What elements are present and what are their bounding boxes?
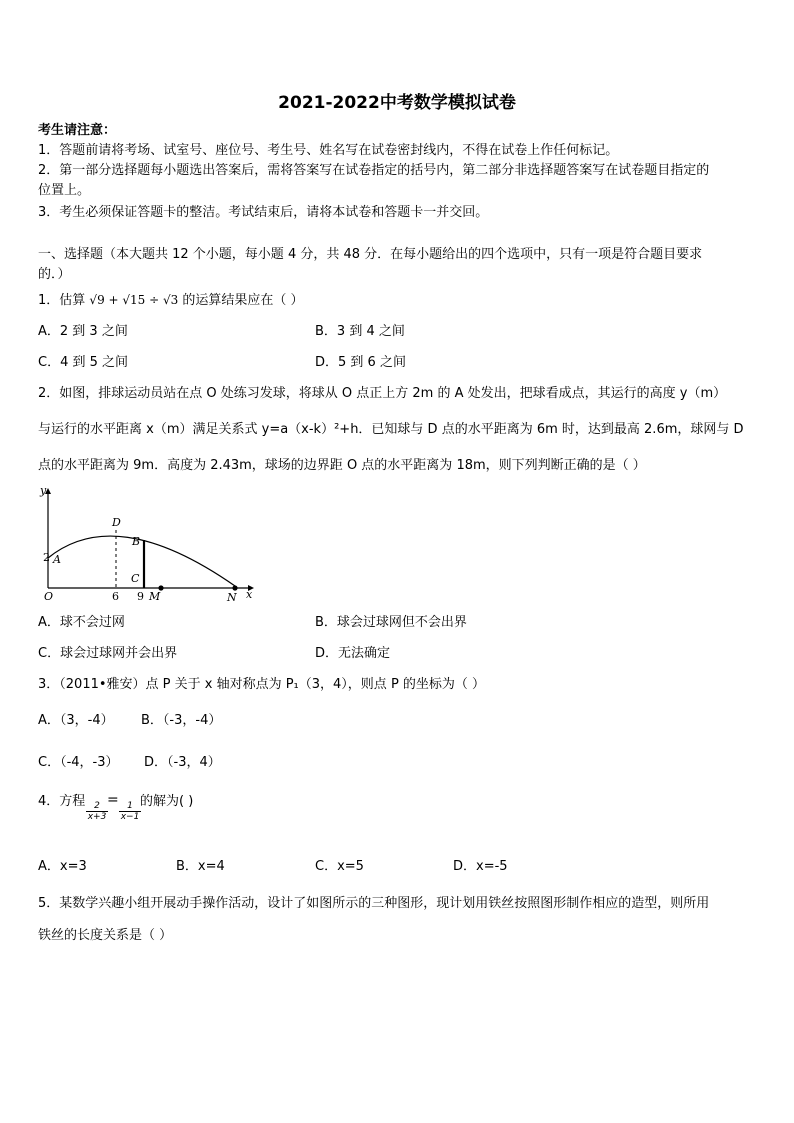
notice-heading: 考生请注意：	[38, 123, 117, 138]
q2-stem-line-1: 2．如图，排球运动员站在点 O 处练习发球，将球从 O 点正上方 2m 的 A 处发出，把球看成点，其运行的高度 y（m）	[38, 386, 727, 401]
trajectory-curve	[48, 536, 235, 586]
q1-option-b: B．3 到 4 之间	[315, 324, 405, 339]
q4-equals: =	[107, 792, 119, 808]
q4-option-b: B．x=4	[176, 859, 225, 874]
label-m: M	[149, 590, 161, 603]
label-a: A	[53, 553, 61, 566]
label-c: C	[131, 572, 140, 585]
label-o: O	[44, 590, 54, 603]
q1-option-a: A．2 到 3 之间	[38, 324, 128, 339]
q4-denominator-2: x−1	[120, 812, 140, 822]
q4-option-a: A．x=3	[38, 859, 87, 874]
q3-option-b: B．（-3，-4）	[141, 713, 222, 728]
q1-suffix: 的运算结果应在（ ）	[182, 293, 304, 308]
q3-option-c: C．（-4，-3）	[38, 755, 119, 770]
notice-line-3: 位置上。	[38, 183, 91, 198]
q3-option-a: A．（3，-4）	[38, 713, 114, 728]
notice-line-2: 2．第一部分选择题每小题选出答案后，需将答案写在试卷指定的括号内，第二部分非选择题答案写在试卷题目指定的	[38, 163, 710, 178]
q2-stem-line-3: 点的水平距离为 9m．高度为 2.43m，球场的边界距 O 点的水平距离为 18m，则下列判断正确的是（ ）	[38, 458, 646, 473]
page-title: 2021-2022中考数学模拟试卷	[278, 93, 516, 113]
q1-option-d: D．5 到 6 之间	[315, 355, 406, 370]
q1-stem	[38, 290, 304, 311]
q4-fraction-1	[86, 801, 108, 822]
label-tick-9: 9	[137, 590, 144, 603]
label-x: x	[246, 588, 253, 601]
q4-prefix: 4．方程	[38, 794, 86, 809]
q3-option-d: D．（-3，4）	[144, 755, 221, 770]
q4-numerator-1: 2	[94, 801, 100, 811]
label-n: N	[227, 591, 237, 604]
q4-suffix: 的解为( )	[140, 794, 194, 809]
q4-fraction-2	[119, 801, 141, 822]
label-d: D	[112, 516, 121, 529]
q2-option-b: B．球会过球网但不会出界	[315, 615, 467, 630]
q1-option-c: C．4 到 5 之间	[38, 355, 129, 370]
point-n	[232, 585, 237, 590]
label-b: B	[132, 535, 141, 548]
notice-line-1: 1．答题前请将考场、试室号、座位号、考生号、姓名写在试卷密封线内，不得在试卷上作任何标记。	[38, 143, 619, 158]
q5-stem-line-2: 铁丝的长度关系是（ ）	[38, 928, 173, 943]
q2-stem-line-2: 与运行的水平距离 x（m）满足关系式 y=a（x-k）²+h．已知球与 D 点的水平距离为 6m 时，达到最高 2.6m，球网与 D	[38, 422, 744, 437]
q2-option-a: A．球不会过网	[38, 615, 125, 630]
label-tick-2: 2	[43, 551, 50, 564]
q3-stem: 3．（2011•雅安）点 P 关于 x 轴对称点为 P₁（3，4），则点 P 的坐标为（ ）	[38, 677, 486, 692]
q4-denominator-1: x+3	[87, 812, 107, 822]
label-tick-6: 6	[112, 590, 119, 603]
q1-prefix: 1．估算	[38, 293, 86, 308]
q5-stem-line-1: 5．某数学兴趣小组开展动手操作活动，设计了如图所示的三种图形，现计划用铁丝按照图形制作相应的造型，则所用	[38, 896, 710, 911]
notice-line-4: 3．考生必须保证答题卡的整洁。考试结束后，请将本试卷和答题卡一并交回。	[38, 205, 489, 220]
q1-expression: √9 + √15 ÷ √3	[89, 293, 179, 307]
q4-option-d: D．x=-5	[453, 859, 508, 874]
label-y: y	[40, 484, 47, 497]
q2-option-d: D．无法确定	[315, 646, 391, 661]
section-heading-line-1: 一、选择题（本大题共 12 个小题，每小题 4 分，共 48 分．在每小题给出的四个选项中，只有一项是符合题目要求	[38, 247, 703, 262]
q4-numerator-2: 1	[127, 801, 133, 811]
section-heading-line-2: 的．）	[38, 267, 71, 282]
q2-option-c: C．球会过球网并会出界	[38, 646, 178, 661]
q2-figure	[36, 484, 268, 606]
q4-option-c: C．x=5	[315, 859, 364, 874]
